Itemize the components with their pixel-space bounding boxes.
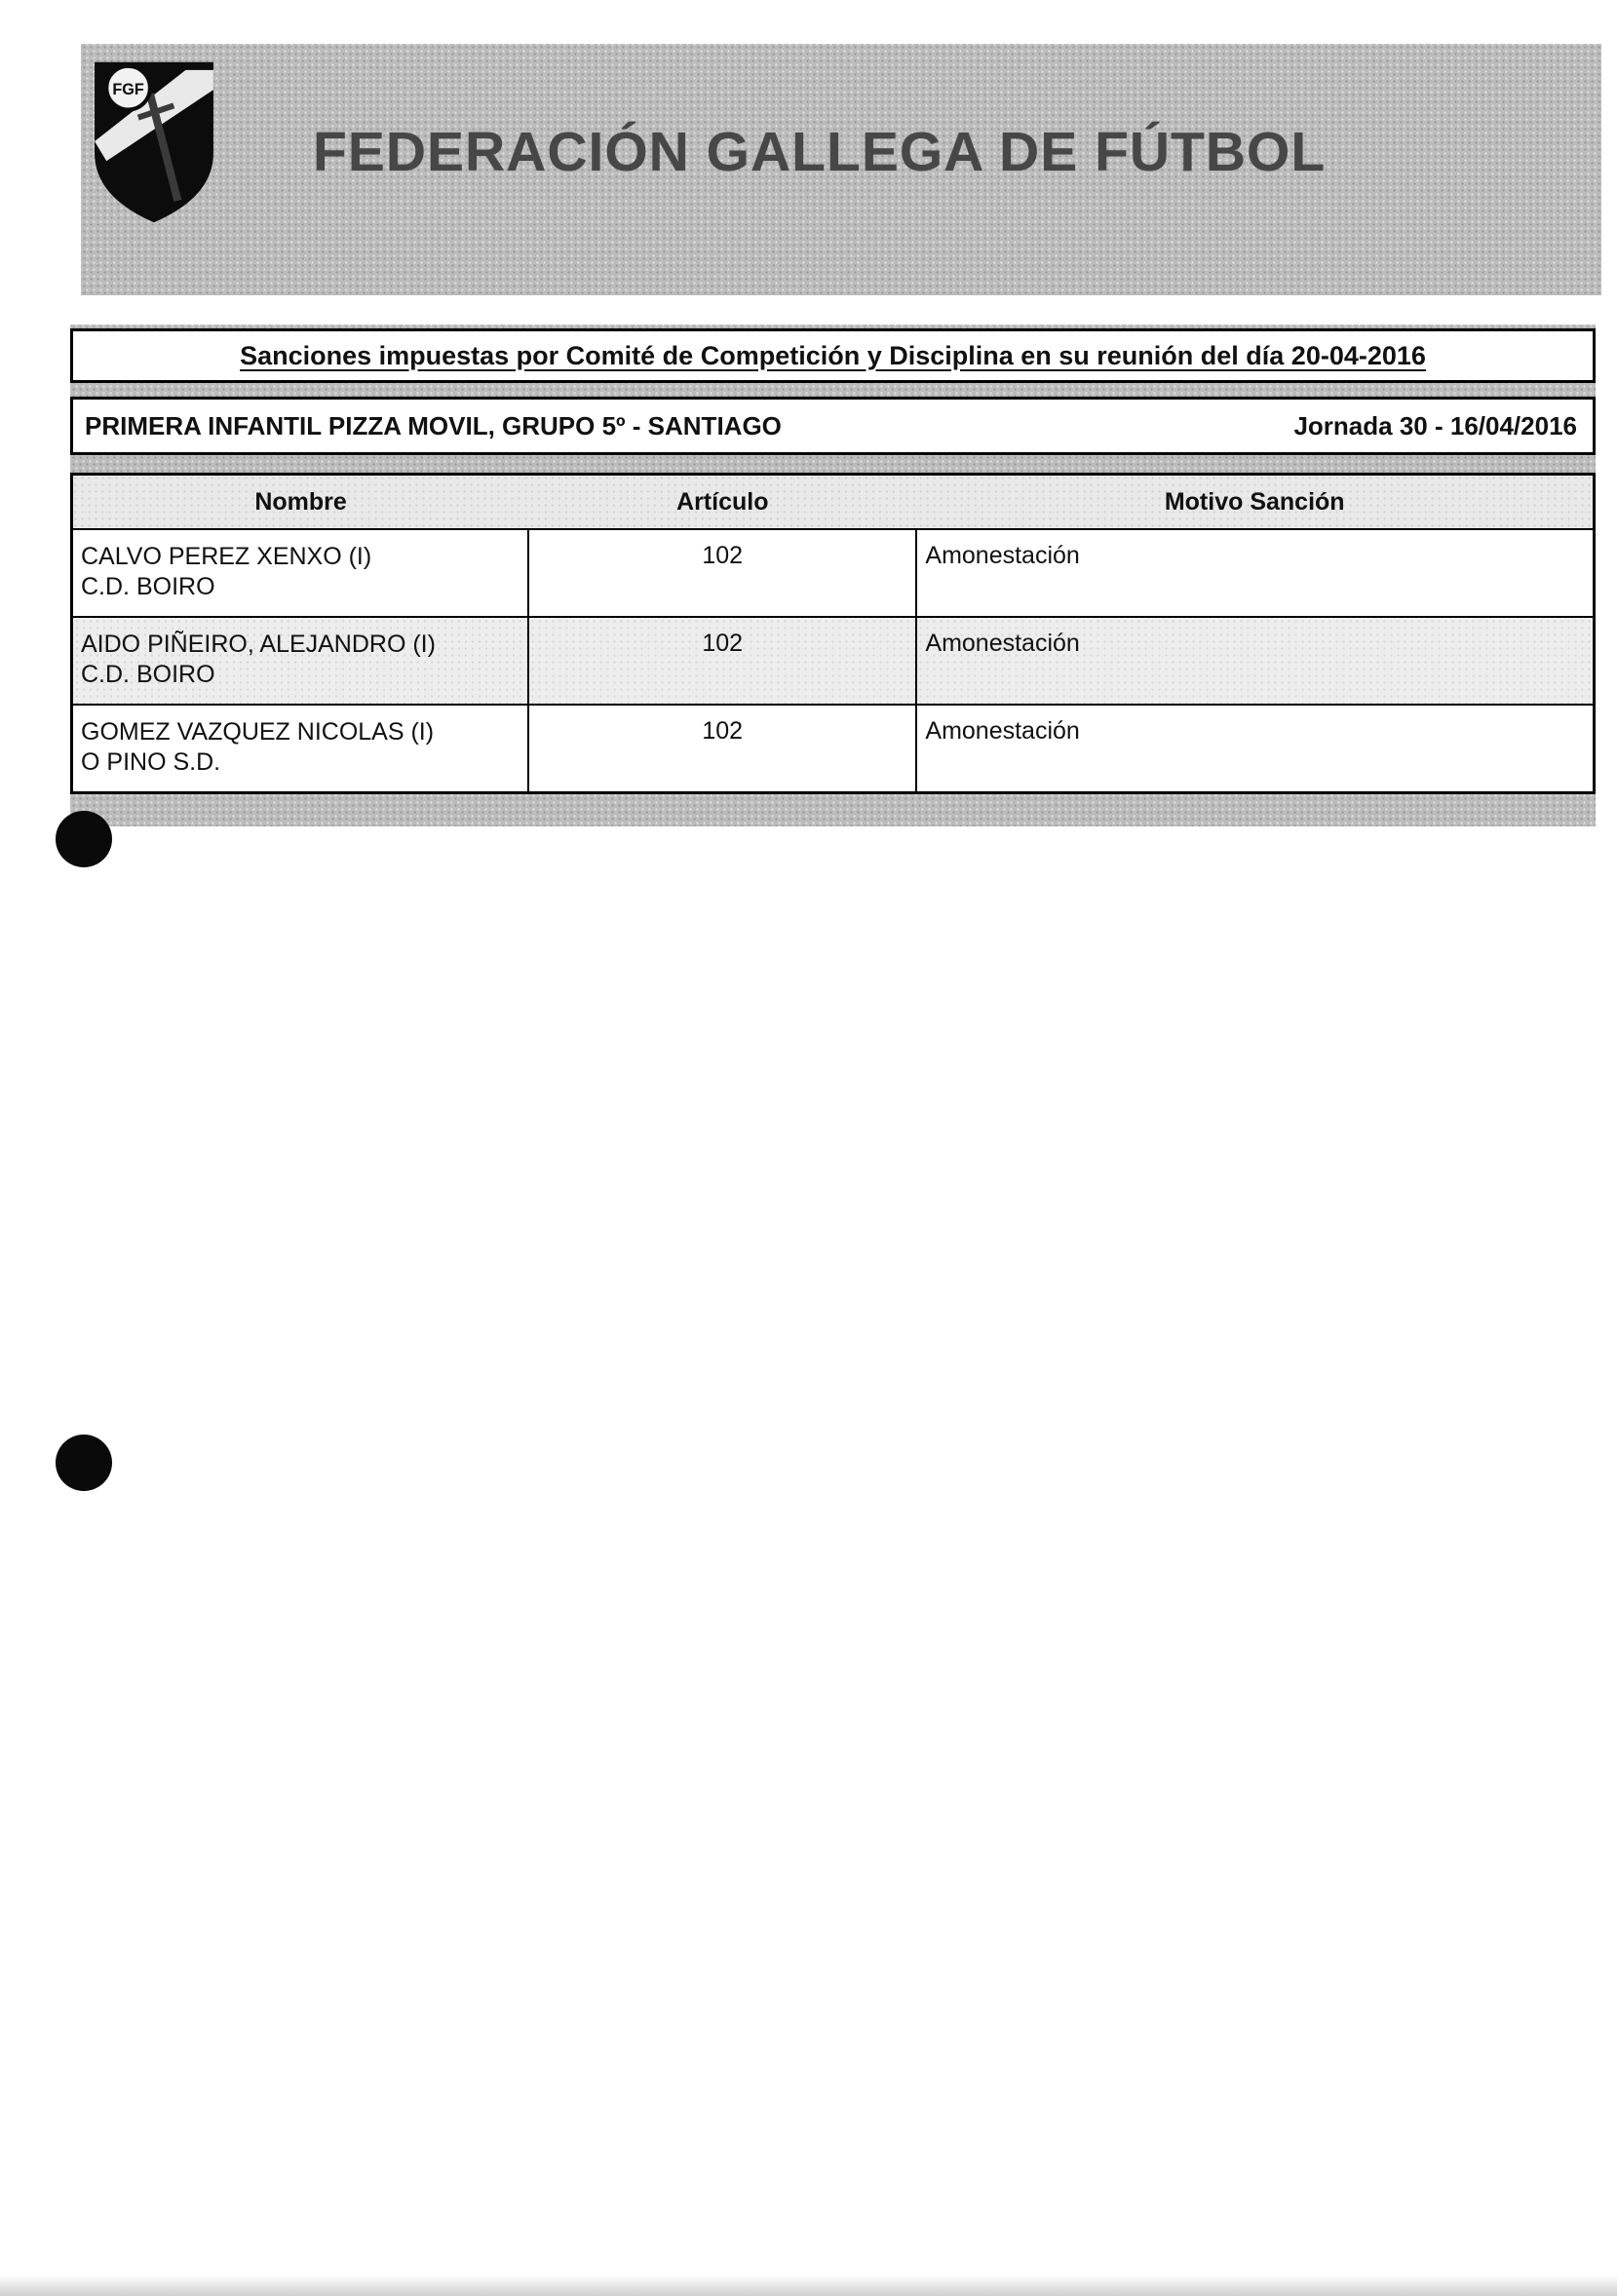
document-body <box>70 325 1596 826</box>
logo-text: FGF <box>112 81 144 99</box>
player-name: AIDO PIÑEIRO, ALEJANDRO (I) <box>81 631 436 658</box>
player-club: C.D. BOIRO <box>81 661 215 688</box>
motive-cell: Amonestación <box>916 617 1594 705</box>
punch-hole-bottom <box>56 1435 112 1491</box>
table-row <box>72 705 1595 793</box>
page-bottom-edge <box>0 2275 1617 2296</box>
player-cell <box>72 617 529 705</box>
column-header-motivo: Motivo Sanción <box>916 475 1594 530</box>
header-banner <box>81 44 1601 295</box>
competition-name: PRIMERA INFANTIL PIZZA MOVIL, GRUPO 5º - SANTIAGO <box>85 410 782 440</box>
table-row <box>72 617 1595 705</box>
motive-cell: Amonestación <box>916 529 1594 617</box>
punch-hole-top <box>56 811 112 867</box>
column-header-nombre: Nombre <box>72 475 529 530</box>
federation-title: FEDERACIÓN GALLEGA DE FÚTBOL <box>313 121 1327 183</box>
player-name: GOMEZ VAZQUEZ NICOLAS (I) <box>81 718 435 746</box>
sanctions-table <box>70 473 1596 794</box>
matchday-label: Jornada 30 - 16/04/2016 <box>1293 410 1577 440</box>
article-cell: 102 <box>528 529 916 617</box>
player-club: C.D. BOIRO <box>81 573 215 600</box>
motive-cell: Amonestación <box>916 705 1594 793</box>
competition-bar <box>70 397 1596 455</box>
sanctions-notice-box <box>70 328 1596 383</box>
table-row <box>72 529 1595 617</box>
player-cell <box>72 705 529 793</box>
table-header-row <box>72 475 1595 530</box>
player-name: CALVO PEREZ XENXO (I) <box>81 543 372 570</box>
sanctions-notice-text: Sanciones impuestas por Comité de Competición y Disciplina en su reunión del día 20-04-2016 <box>240 340 1426 370</box>
player-cell <box>72 529 529 617</box>
shield-icon <box>91 57 217 229</box>
column-header-articulo: Artículo <box>528 475 916 530</box>
player-club: O PINO S.D. <box>81 748 221 776</box>
article-cell: 102 <box>528 705 916 793</box>
article-cell: 102 <box>528 617 916 705</box>
federation-logo <box>91 57 217 229</box>
